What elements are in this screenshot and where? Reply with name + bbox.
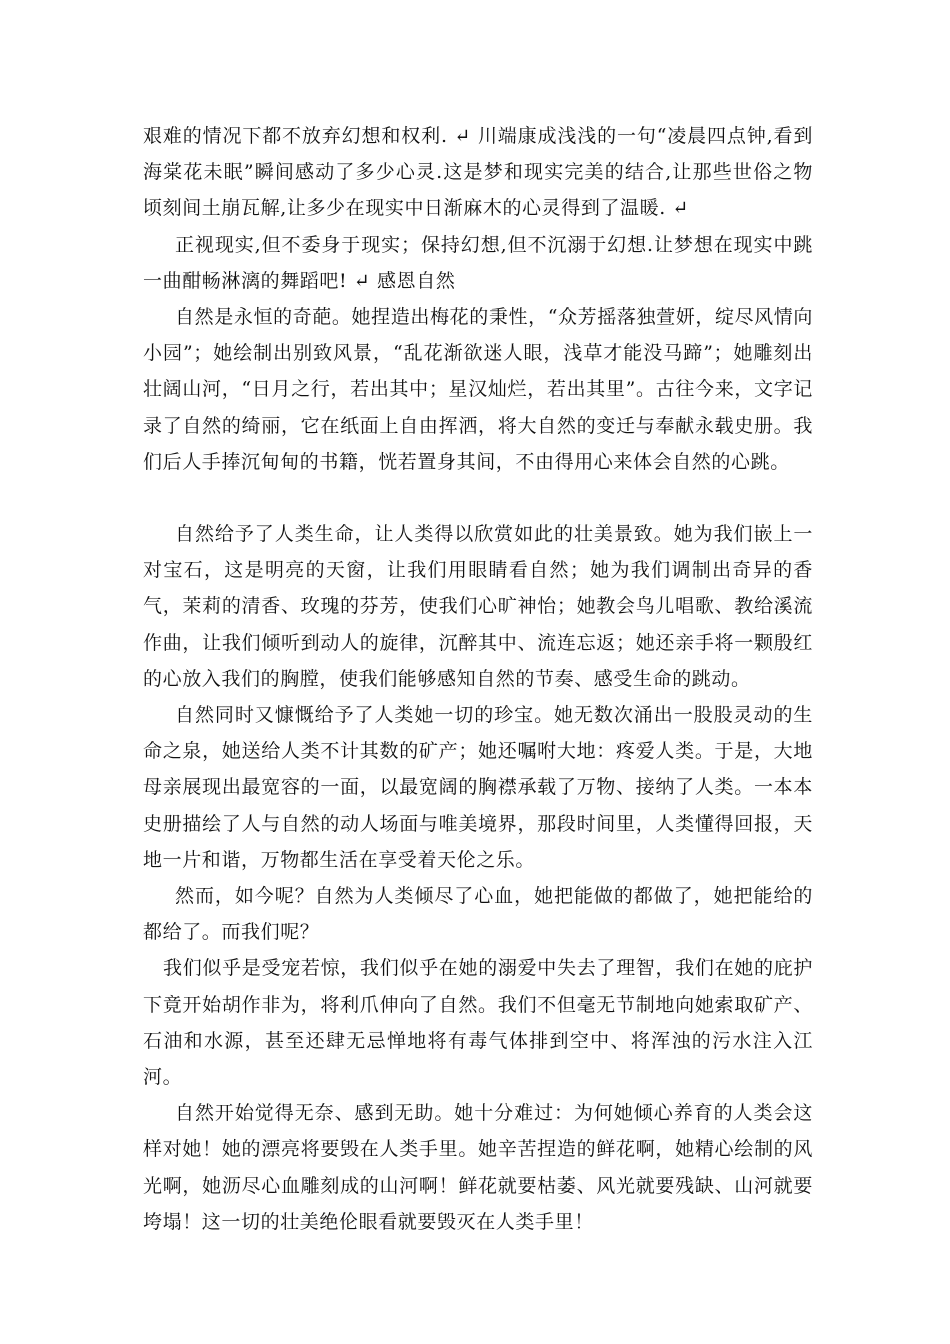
paragraph-spacer — [143, 480, 813, 516]
paragraph-6: 我们似乎是受宠若惊，我们似乎在她的溺爱中失去了理智，我们在她的庇护下竟开始胡作非为，将利爪伸向了自然。我们不但毫无节制地向她索取矿产、石油和水源，甚至还肆无忌惮地将有毒气体排到空中、将浑浊的污水注入江河。 — [143, 957, 813, 1089]
paragraph-2: 自然是永恒的奇葩。她捏造出梅花的秉性，“众芳摇落独萱妍，绽尽风情向小园”；她绘制出别致风景，“乱花渐欲迷人眼，浅草才能没马蹄”；她雕刻出壮阔山河，“日月之行，若出其中；星汉灿烂，若出其里”。古往今来，文字记录了自然的绮丽，它在纸面上自由挥洒，将大自然的变迁与奉献永载史册。我们后人手捧沉甸甸的书籍，恍若置身其间，不由得用心来体会自然的心跳。 — [143, 306, 813, 473]
paragraph-7: 自然开始觉得无奈、感到无助。她十分难过：为何她倾心养育的人类会这样对她！她的漂亮将要毁在人类手里。她辛苦捏造的鲜花啊，她精心绘制的风光啊，她沥尽心血雕刻成的山河啊！鲜花就要枯萎、风光就要残缺、山河就要垮塌！这一切的壮美绝伦眼看就要毁灭在人类手里！ — [143, 1102, 813, 1233]
paragraph-0: 艰难的情况下都不放弃幻想和权利. ↵ 川端康成浅浅的一句“凌晨四点钟,看到海棠花未眠”瞬间感动了多少心灵.这是梦和现实完美的结合,让那些世俗之物顷刻间土崩瓦解,让多少在现实中日渐麻木的心灵得到了温暖. ↵ — [143, 125, 813, 220]
paragraph-4: 自然同时又慷慨给予了人类她一切的珍宝。她无数次涌出一股股灵动的生命之泉，她送给人类不计其数的矿产；她还嘱咐大地：疼爱人类。于是，大地母亲展现出最宽容的一面，以最宽阔的胸襟承载了万物、接纳了人类。一本本史册描绘了人与自然的动人场面与唯美境界，那段时间里，人类懂得回报，天地一片和谐，万物都生活在享受着天伦之乐。 — [143, 704, 813, 871]
paragraph-5: 然而，如今呢？自然为人类倾尽了心血，她把能做的都做了，她把能给的都给了。而我们呢？ — [143, 885, 813, 944]
document-body — [143, 118, 813, 1240]
paragraph-3: 自然给予了人类生命，让人类得以欣赏如此的壮美景致。她为我们嵌上一对宝石，这是明亮的天窗，让我们用眼睛看自然；她为我们调制出奇异的香气，茉莉的清香、玫瑰的芬芳，使我们心旷神怡；她教会鸟儿唱歌、教给溪流作曲，让我们倾听到动人的旋律，沉醉其中、流连忘返；她还亲手将一颗殷红的心放入我们的胸膛，使我们能够感知自然的节奏、感受生命的跳动。 — [143, 523, 813, 690]
paragraph-1: 正视现实,但不委身于现实；保持幻想,但不沉溺于幻想.让梦想在现实中跳一曲酣畅淋漓的舞蹈吧! ↵ 感恩自然 — [143, 233, 813, 292]
